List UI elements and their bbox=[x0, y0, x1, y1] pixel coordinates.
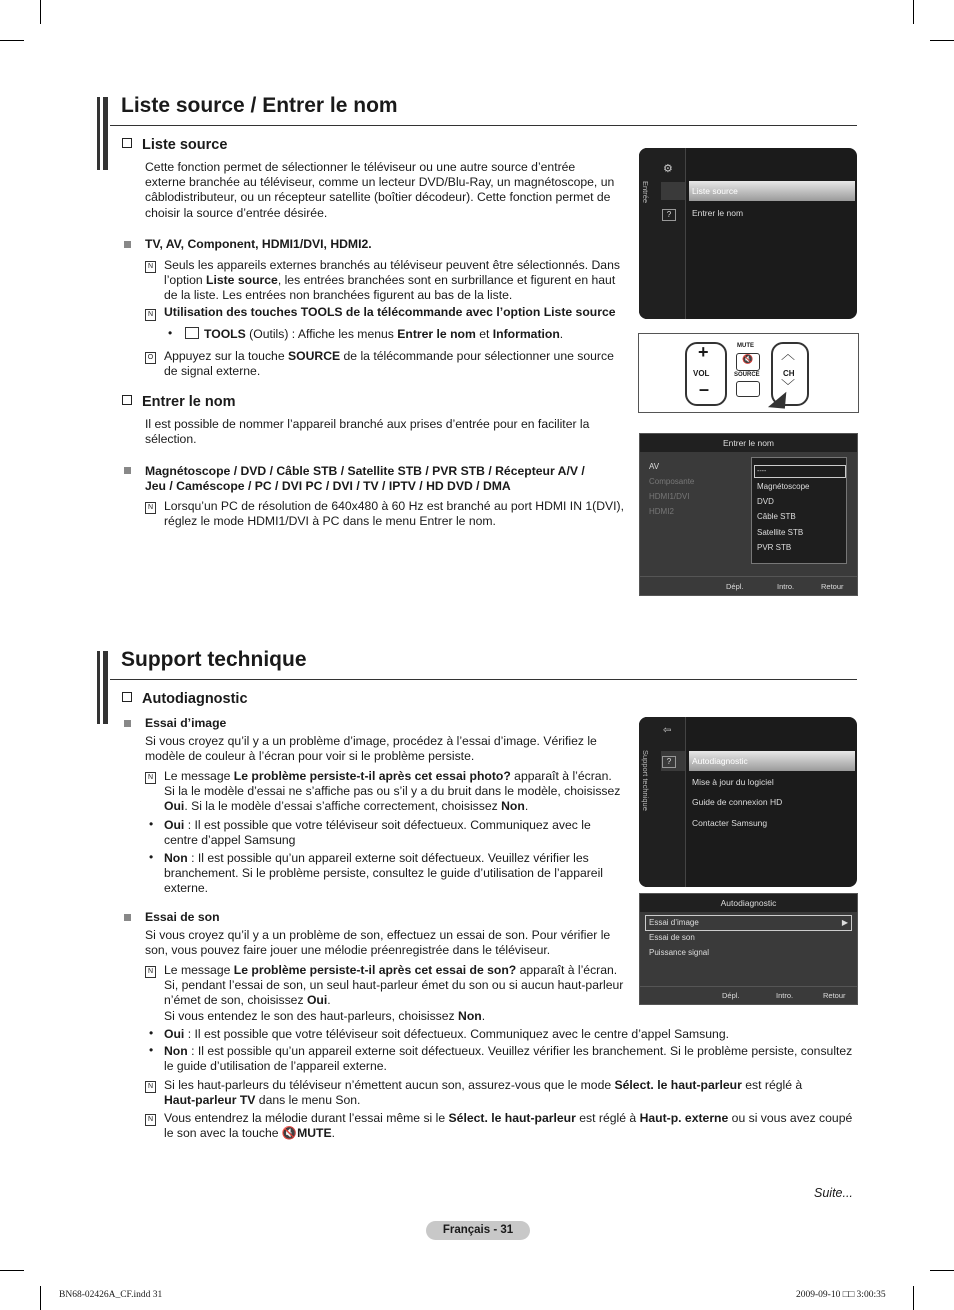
subheading-liste-source: Liste source bbox=[122, 137, 227, 153]
item-title: Essai de son bbox=[145, 910, 220, 924]
paragraph: Cette fonction permet de sélectionner le téléviseur ou une autre source d’entrée externe branchée au téléviseur, comme un lecteur DVD/Blu-Ray, un magnétoscope, un câblodistributeur, ou un récepteur satellite (boîtier décodeur). Cette fonction permet de choisir la source d’entrée désirée. bbox=[145, 160, 615, 220]
mute-icon: 🔇 bbox=[736, 353, 760, 371]
tv-menu-entree bbox=[639, 148, 857, 319]
crop-mark bbox=[0, 40, 24, 41]
option[interactable]: Magnétoscope bbox=[757, 482, 810, 491]
paragraph: Si vous croyez qu’il y a un problème de son, effectuez un essai de son. Pour vérifier le son, vous pouvez faire jouer une mélodie préenregistrée dans le téléviseur. bbox=[145, 928, 611, 958]
section-title: Support technique bbox=[121, 648, 307, 671]
name-dropdown[interactable] bbox=[751, 457, 847, 564]
bullet-text: Oui : Il est possible que votre téléviseur soit défectueux. Communiquez avec le centre d’appel Samsung bbox=[164, 818, 591, 848]
suite-link: Suite... bbox=[814, 1186, 853, 1200]
tools-line: TOOLS (Outils) : Affiche les menus Entrer le nom et Information. bbox=[185, 327, 563, 342]
paragraph: Il est possible de nommer l’appareil branché aux prises d’entrée pour en faciliter la sélection. bbox=[145, 417, 590, 447]
square-bullet bbox=[124, 720, 131, 727]
help-icon: ? bbox=[662, 756, 676, 768]
name-field[interactable]: ---- bbox=[754, 465, 846, 478]
dialog-autodiagnostic bbox=[639, 893, 858, 1005]
note-text: Utilisation des touches TOOLS de la télécommande avec l’option Liste source bbox=[164, 305, 616, 319]
gear-icon: ⚙ bbox=[663, 163, 673, 175]
section-bar bbox=[103, 651, 108, 724]
section-bar bbox=[103, 97, 108, 170]
crop-mark bbox=[913, 1286, 914, 1310]
mute-icon: 🔇 bbox=[281, 1126, 298, 1141]
note-text: Le message Le problème persiste-t-il après cet essai photo? apparaît à l’écran. Si la le modèle d’essai ne s’affiche pas ou s’il y a du bruit dans le modèle, choisissez Oui. Si la le modèle d’essai s’affiche correctement, choisissez Non. bbox=[164, 769, 621, 814]
subheading-entrer-nom: Entrer le nom bbox=[122, 394, 235, 410]
square-bullet bbox=[124, 241, 131, 248]
note-text: Lorsqu’un PC de résolution de 640x480 à 60 Hz est branché au port HDMI IN 1(DVI), réglez le mode HDMI1/DVI à PC dans le menu Entrer le nom. bbox=[164, 499, 624, 529]
option[interactable]: Satellite STB bbox=[757, 528, 804, 537]
crop-mark bbox=[40, 0, 41, 24]
dialog-item-puissance[interactable]: Puissance signal bbox=[649, 948, 710, 957]
input-icon bbox=[661, 182, 685, 200]
bullet: • bbox=[149, 1026, 154, 1040]
note-icon: O bbox=[145, 352, 156, 364]
option[interactable]: Câble STB bbox=[757, 512, 796, 521]
dialog-title: Entrer le nom bbox=[640, 434, 857, 452]
dialog-title: Autodiagnostic bbox=[640, 894, 857, 912]
bullet-text: Oui : Il est possible que votre téléviseur soit défectueux. Communiquez avec le centre d’appel Samsung. bbox=[164, 1027, 729, 1041]
menu-item-mise-a-jour[interactable]: Mise à jour du logiciel bbox=[692, 777, 774, 787]
bullet: • bbox=[168, 326, 173, 340]
note-text: Seuls les appareils externes branchés au téléviseur peuvent être sélectionnés. Dans l’option Liste source, les entrées branchées sont en surbrillance et figurent en haut de la liste. Les entrées non branchées figurent au bas de la liste. bbox=[164, 258, 620, 303]
item-title: Essai d’image bbox=[145, 716, 227, 730]
footer-move: Dépl. bbox=[722, 991, 740, 1000]
help-icon: ? bbox=[662, 209, 676, 221]
devices-list: Magnétoscope / DVD / Câble STB / Satellite STB / PVR STB / Récepteur A/V / Jeu / Caméscope / PC / DVI PC / DVI / TV / IPTV / HD DVD / DMA bbox=[145, 464, 585, 494]
note-text: Le message Le problème persiste-t-il après cet essai de son? apparaît à l’écran. Si, pendant l’essai de son, un seul haut-parleur émet du son ou si aucun haut-parleur n’émet de son, choisissez Oui. Si vous entendez le son des haut-parleurs, choisissez Non. bbox=[164, 963, 624, 1023]
mute-label: MUTE bbox=[737, 343, 754, 349]
footer-move: Dépl. bbox=[726, 582, 744, 591]
footer-enter: Intro. bbox=[777, 582, 795, 591]
note-icon: N bbox=[145, 966, 156, 978]
section-bar bbox=[97, 97, 100, 170]
crop-mark bbox=[913, 0, 914, 24]
dialog-item-essai-image[interactable]: Essai d’image ▶ bbox=[645, 915, 852, 931]
note-icon: N bbox=[145, 309, 156, 321]
divider bbox=[110, 679, 857, 680]
input-hdmi1[interactable]: HDMI1/DVI bbox=[649, 492, 690, 501]
crop-mark bbox=[0, 1270, 24, 1271]
source-icon bbox=[736, 381, 760, 397]
menu-item-autodiagnostic[interactable]: Autodiagnostic bbox=[689, 751, 855, 771]
bullet-text: Non : Il est possible qu’un appareil externe soit défectueux. Veuillez vérifier les branchement. Si le problème persiste, consultez le guide d’utilisation de l’appareil externe. bbox=[164, 851, 603, 896]
note-icon: N bbox=[145, 502, 156, 514]
section-title: Liste source / Entrer le nom bbox=[121, 94, 398, 117]
source-label: SOURCE bbox=[734, 372, 760, 378]
tv-menu-support bbox=[639, 717, 857, 887]
crop-mark bbox=[930, 1270, 954, 1271]
note-icon: N bbox=[145, 1114, 156, 1126]
inputs-list: TV, AV, Component, HDMI1/DVI, HDMI2. bbox=[145, 237, 372, 251]
option[interactable]: DVD bbox=[757, 497, 774, 506]
remote-control-illustration bbox=[638, 333, 859, 413]
footer-return: Retour bbox=[823, 991, 846, 1000]
option[interactable]: PVR STB bbox=[757, 543, 792, 552]
print-info-right: 2009-09-10 □□ 3:00:35 bbox=[796, 1290, 886, 1300]
square-bullet bbox=[124, 467, 131, 474]
square-bullet bbox=[124, 914, 131, 921]
footer-enter: Intro. bbox=[776, 991, 794, 1000]
paragraph: Si vous croyez qu’il y a un problème d’image, procédez à l’essai d’image. Vérifiez le modèle de couleur à l’écran pour voir si le problème persiste. bbox=[145, 734, 597, 764]
footer-return: Retour bbox=[821, 582, 844, 591]
note-icon: N bbox=[145, 261, 156, 273]
bullet-text: Non : Il est possible qu’un appareil externe soit défectueux. Veuillez vérifier les branchement. Si le problème persiste, consultez le guide d’utilisation de l’appareil externe. bbox=[164, 1044, 853, 1074]
crop-mark bbox=[930, 40, 954, 41]
dialog-item-essai-son[interactable]: Essai de son bbox=[649, 933, 695, 942]
page-number: Français - 31 bbox=[426, 1221, 530, 1240]
subheading-autodiagnostic: Autodiagnostic bbox=[122, 691, 248, 707]
menu-item-entrer-nom[interactable]: Entrer le nom bbox=[692, 208, 744, 218]
note-text: Si les haut-parleurs du téléviseur n’émettent aucun son, assurez-vous que le mode Sélect. le haut-parleur est réglé à Haut-parleur TV dans le menu Son. bbox=[164, 1078, 803, 1108]
input-av[interactable]: AV bbox=[649, 462, 660, 471]
ch-button: ︿ CH ﹀ bbox=[771, 342, 809, 406]
menu-item-liste-source[interactable]: Liste source bbox=[689, 181, 855, 201]
print-info-left: BN68-02426A_CF.indd 31 bbox=[59, 1290, 163, 1300]
dialog-entrer-nom bbox=[639, 433, 858, 596]
note-icon: N bbox=[145, 1081, 156, 1093]
menu-vertical-label: Support technique bbox=[641, 750, 650, 811]
bullet: • bbox=[149, 850, 154, 864]
note-text: Appuyez sur la touche SOURCE de la télécommande pour sélectionner une source de signal externe. bbox=[164, 349, 614, 379]
bullet: • bbox=[149, 1043, 154, 1057]
note-text: Vous entendrez la mélodie durant l’essai même si le Sélect. le haut-parleur est réglé à Haut-p. externe ou si vous avez coupé le son avec la touche 🔇MUTE. bbox=[164, 1111, 853, 1141]
arrow-right-icon: ▶ bbox=[841, 918, 848, 927]
menu-item-guide-hd[interactable]: Guide de connexion HD bbox=[692, 797, 783, 807]
input-composante[interactable]: Composante bbox=[649, 477, 695, 486]
bullet: • bbox=[149, 817, 154, 831]
menu-item-contacter[interactable]: Contacter Samsung bbox=[692, 818, 768, 828]
vol-button: + VOL – bbox=[685, 342, 727, 406]
input-hdmi2[interactable]: HDMI2 bbox=[649, 507, 674, 516]
crop-mark bbox=[40, 1286, 41, 1310]
note-icon: N bbox=[145, 772, 156, 784]
tools-icon bbox=[185, 327, 199, 339]
divider bbox=[110, 125, 857, 126]
section-bar bbox=[97, 651, 100, 724]
input-icon: ⇦ bbox=[663, 725, 672, 736]
menu-vertical-label: Entrée bbox=[641, 181, 650, 204]
